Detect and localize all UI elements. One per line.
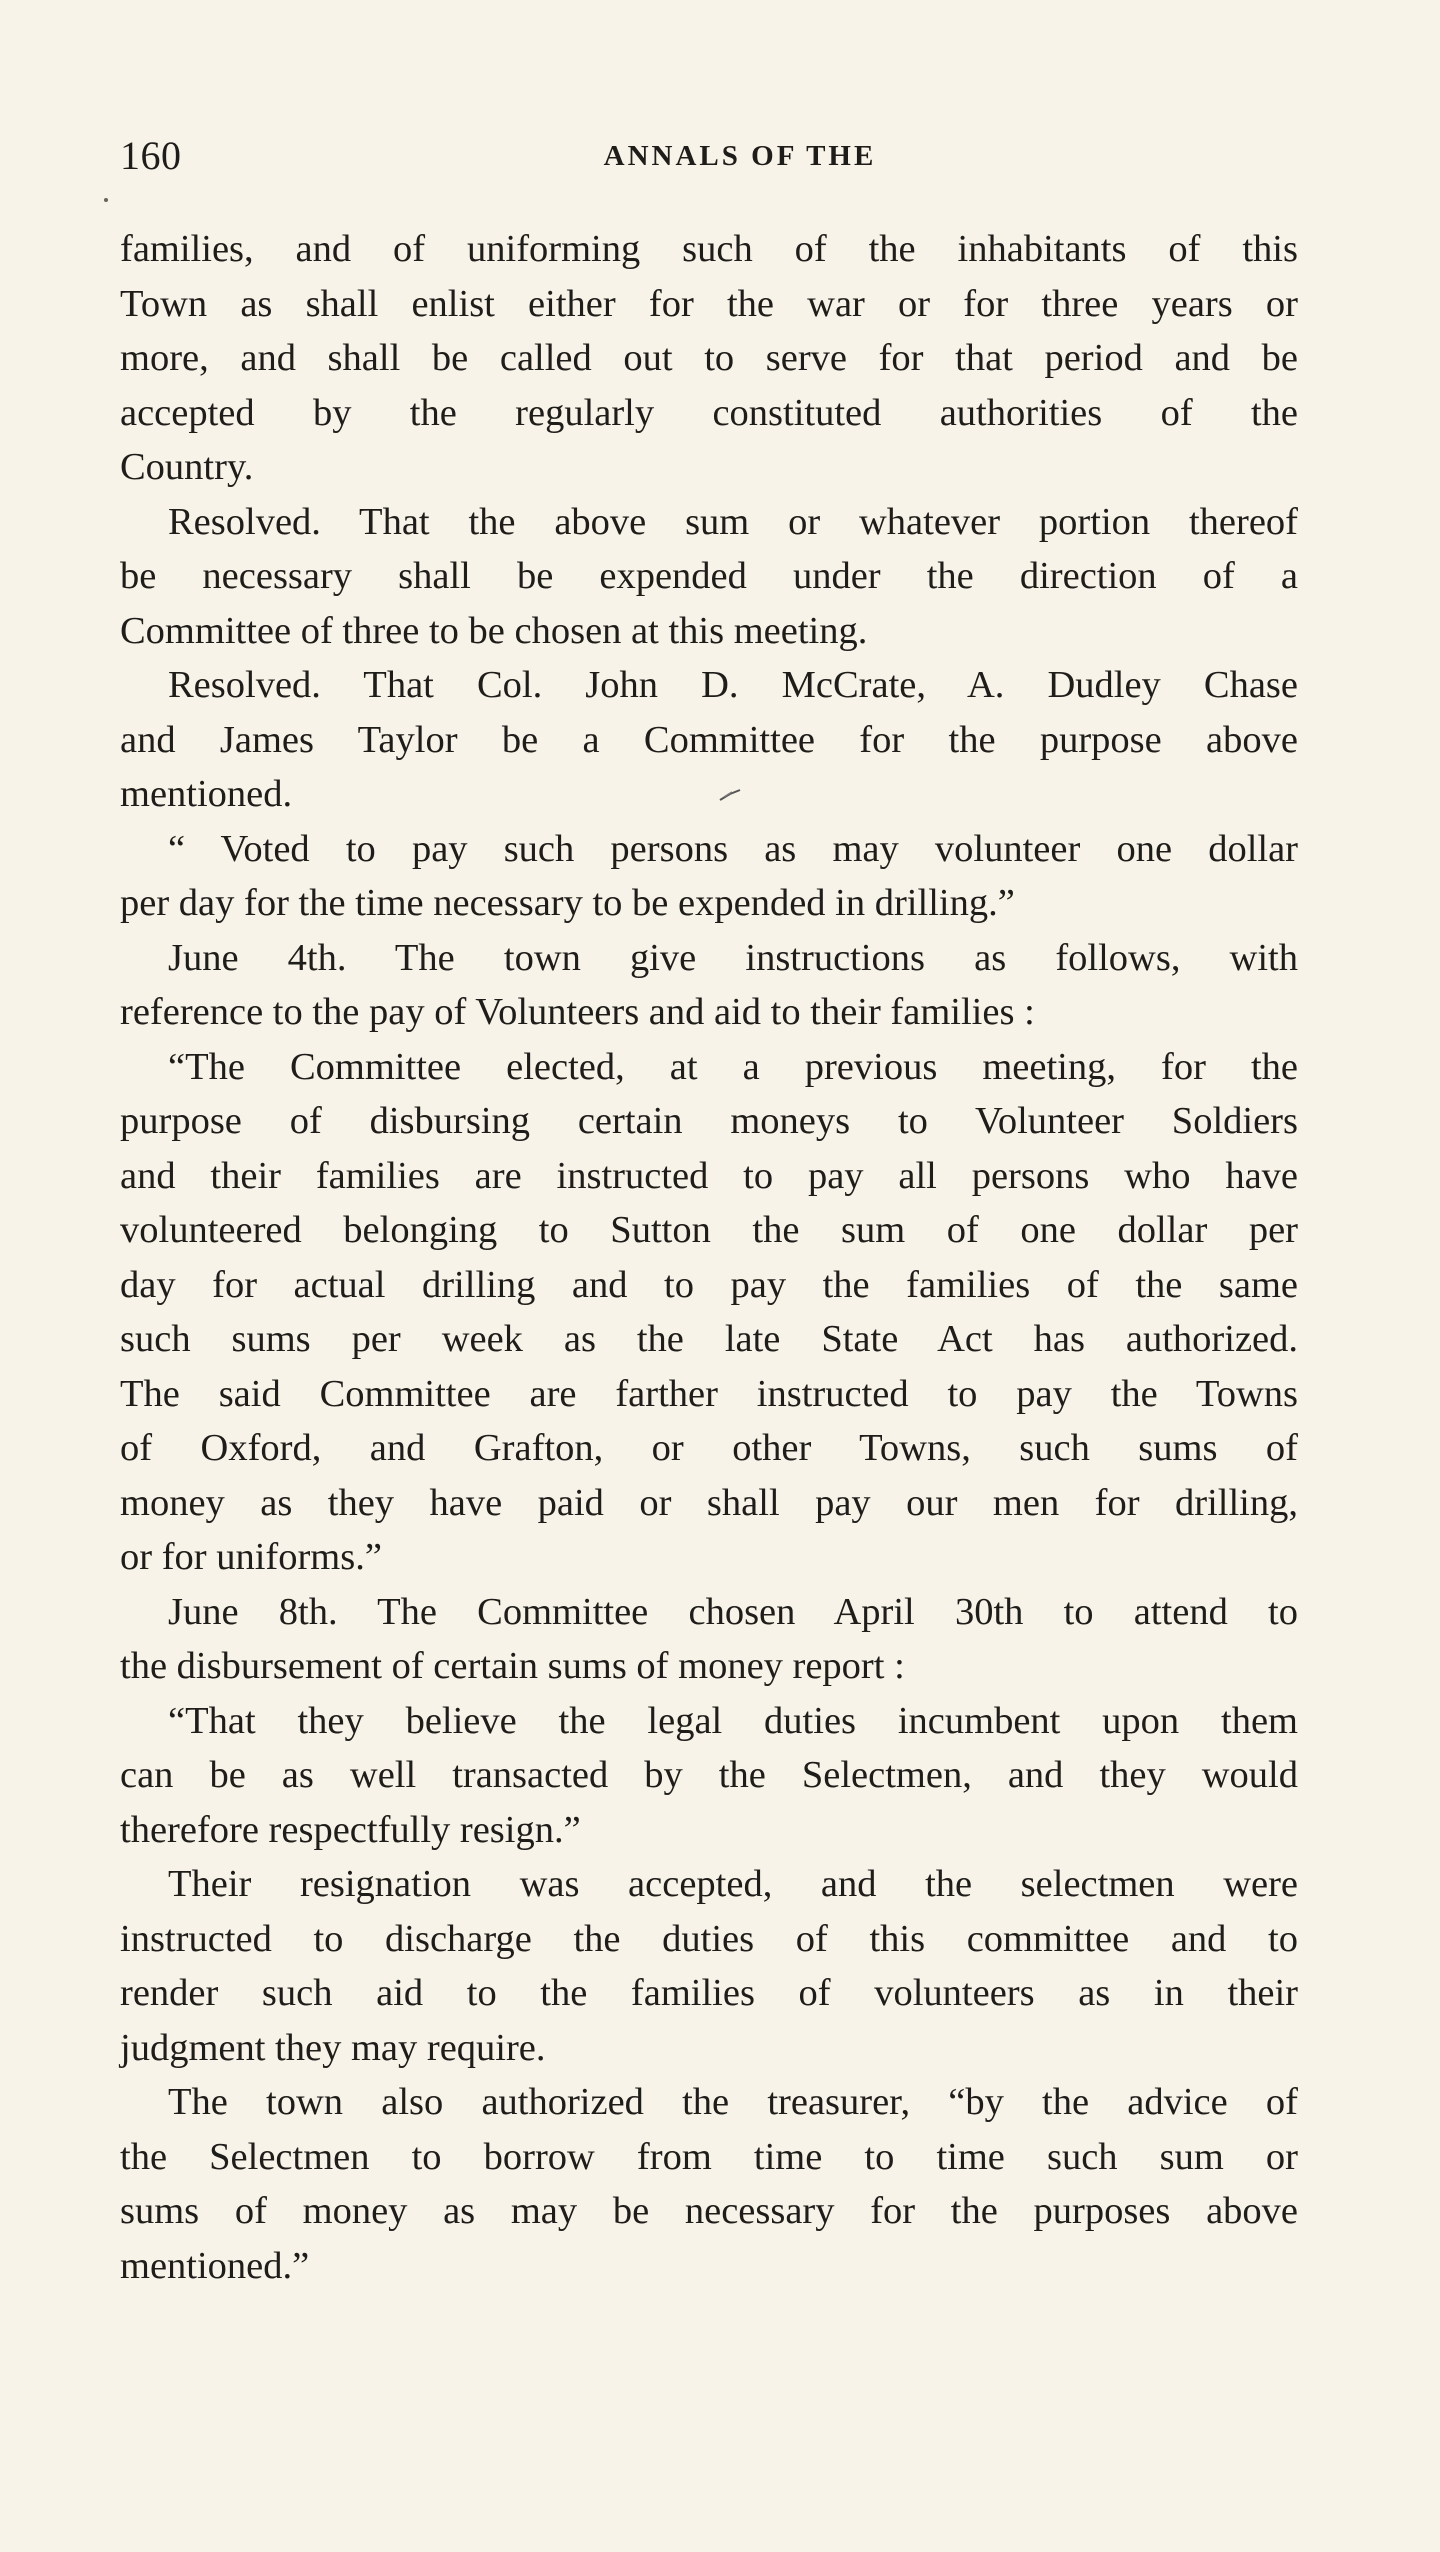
text-line: “That they believe the legal duties incumbent upon them xyxy=(168,1699,1298,1742)
text-line: accepted by the regularly constituted authorities of the xyxy=(120,391,1298,434)
text-line: sums of money as may be necessary for the purposes above xyxy=(120,2190,1298,2232)
text-line: money as they have paid or shall pay our men for drilling, xyxy=(120,1481,1298,1524)
text-line: The town also authorized the treasurer, “by the advice of xyxy=(168,2081,1298,2123)
text-line: Their resignation was accepted, and the selectmen were xyxy=(168,1863,1298,1905)
text-line: render such aid to the families of volunteers as in their xyxy=(120,1972,1298,2014)
text-line: families, and of uniforming such of the inhabitants of this xyxy=(120,228,1298,270)
text-line: therefore respectfully resign.” xyxy=(120,1808,581,1851)
text-line: mentioned. xyxy=(120,773,293,815)
text-line: instructed to discharge the duties of this committee and to xyxy=(120,1917,1298,1960)
text-line: be necessary shall be expended under the direction of a xyxy=(120,555,1298,597)
text-line: the Selectmen to borrow from time to time such sum or xyxy=(120,2135,1298,2178)
text-line: Resolved. That the above sum or whatever portion thereof xyxy=(168,500,1298,543)
text-line: “ Voted to pay such persons as may volunteer one dollar xyxy=(168,827,1298,870)
text-line: such sums per week as the late State Act has authorized. xyxy=(120,1318,1298,1360)
text-line: per day for the time necessary to be expended in drilling.” xyxy=(120,882,1015,924)
text-line: Resolved. That Col. John D. McCrate, A. Dudley Chase xyxy=(168,664,1298,706)
ink-speck xyxy=(104,198,108,202)
page-header xyxy=(120,132,1300,192)
text-line: Country. xyxy=(120,446,254,488)
text-line: purpose of disbursing certain moneys to Volunteer Soldiers xyxy=(120,1100,1298,1142)
text-line: the disbursement of certain sums of money report : xyxy=(120,1645,905,1687)
text-line: day for actual drilling and to pay the families of the same xyxy=(120,1263,1298,1306)
text-line: reference to the pay of Volunteers and aid to their families : xyxy=(120,991,1035,1033)
text-line: can be as well transacted by the Selectmen, and they would xyxy=(120,1754,1298,1796)
text-line: of Oxford, and Grafton, or other Towns, such sums of xyxy=(120,1427,1298,1469)
text-line: “The Committee elected, at a previous meeting, for the xyxy=(168,1045,1298,1088)
text-line: June 8th. The Committee chosen April 30th to attend to xyxy=(168,1590,1298,1633)
text-line: The said Committee are farther instructed to pay the Towns xyxy=(120,1372,1298,1415)
body-text xyxy=(120,222,1298,2293)
text-line: and their families are instructed to pay all persons who have xyxy=(120,1154,1298,1197)
text-line: Committee of three to be chosen at this meeting. xyxy=(120,609,868,652)
text-line: judgment they may require. xyxy=(120,2026,546,2069)
running-head: ANNALS OF THE xyxy=(603,140,877,172)
text-line: more, and shall be called out to serve for that period and be xyxy=(120,337,1298,379)
text-line: volunteered belonging to Sutton the sum of one dollar per xyxy=(120,1209,1298,1251)
page-number: 160 xyxy=(120,133,182,178)
text-line: mentioned.” xyxy=(120,2244,310,2287)
text-line: and James Taylor be a Committee for the purpose above xyxy=(120,718,1298,761)
text-line: Town as shall enlist either for the war or for three years or xyxy=(120,282,1298,325)
text-line: or for uniforms.” xyxy=(120,1536,382,1578)
text-line: June 4th. The town give instructions as follows, with xyxy=(168,936,1298,979)
